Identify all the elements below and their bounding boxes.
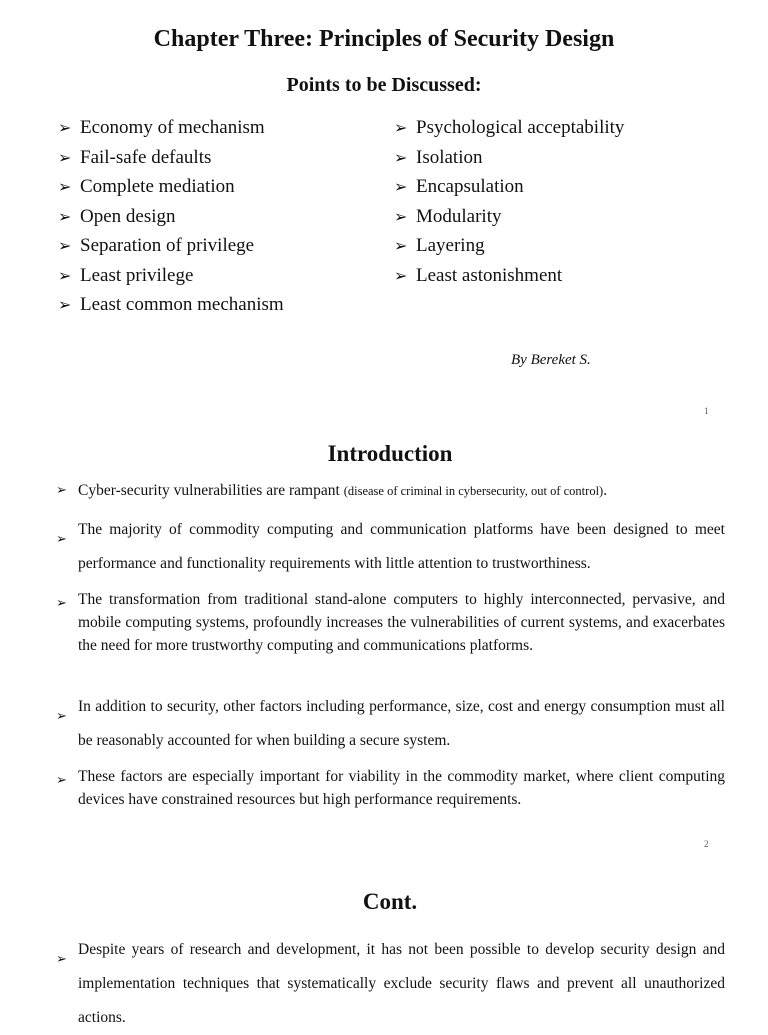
list-item: ➢ Cyber-security vulnerabilities are rampant (disease of criminal in cybersecurity, out of control). bbox=[56, 479, 725, 503]
points-list-left bbox=[58, 113, 284, 320]
arrowhead-bullet-icon: ➢ bbox=[56, 709, 67, 724]
arrowhead-bullet-icon: ➢ bbox=[56, 952, 67, 967]
arrowhead-bullet-icon: ➢ bbox=[56, 532, 67, 547]
arrowhead-bullet-icon: ➢ bbox=[394, 236, 408, 255]
list-item: ➢ Separation of privilege bbox=[58, 231, 284, 261]
list-item: ➢ Psychological acceptability bbox=[394, 113, 624, 143]
arrowhead-bullet-icon: ➢ bbox=[58, 295, 72, 314]
list-item: ➢ Complete mediation bbox=[58, 172, 284, 202]
arrowhead-bullet-icon: ➢ bbox=[58, 236, 72, 255]
list-item: ➢ Despite years of research and development, it has not been possible to develop security design and implementation techniques that systematically exclude security flaws and prevent all unauthorized actions. bbox=[56, 941, 725, 1026]
arrowhead-bullet-icon: ➢ bbox=[394, 147, 408, 167]
section-heading: Cont. bbox=[362, 889, 418, 914]
list-item: ➢ Isolation bbox=[394, 143, 624, 173]
list-item: ➢ Least privilege bbox=[58, 261, 284, 291]
list-item: ➢ Fail-safe defaults bbox=[58, 143, 284, 173]
arrowhead-bullet-icon: ➢ bbox=[394, 177, 408, 196]
arrowhead-bullet-icon: ➢ bbox=[58, 118, 72, 137]
list-item: ➢ These factors are especially important for viability in the commodity market, where client computing devices have constrained resources but high performance requirements. bbox=[56, 768, 725, 808]
list-item: ➢ Modularity bbox=[394, 202, 624, 232]
list-item: ➢ In addition to security, other factors including performance, size, cost and energy consumption must all be reasonably accounted for when building a secure system. bbox=[56, 698, 725, 749]
page-number: 1 bbox=[704, 406, 709, 416]
arrowhead-bullet-icon: ➢ bbox=[394, 206, 408, 226]
page-number: 2 bbox=[704, 839, 709, 849]
arrowhead-bullet-icon: ➢ bbox=[56, 773, 67, 788]
arrowhead-bullet-icon: ➢ bbox=[56, 483, 67, 498]
section-heading: Introduction bbox=[327, 441, 453, 466]
list-item: ➢ Least common mechanism bbox=[58, 290, 284, 320]
arrowhead-bullet-icon: ➢ bbox=[56, 596, 67, 611]
arrowhead-bullet-icon: ➢ bbox=[58, 206, 72, 226]
page-title: Chapter Three: Principles of Security Design bbox=[153, 26, 615, 52]
arrowhead-bullet-icon: ➢ bbox=[394, 265, 408, 285]
author-byline: By Bereket S. bbox=[511, 352, 591, 368]
list-item: ➢ Least astonishment bbox=[394, 261, 624, 291]
arrowhead-bullet-icon: ➢ bbox=[58, 147, 72, 167]
list-item: ➢ Open design bbox=[58, 202, 284, 232]
list-item: ➢ Encapsulation bbox=[394, 172, 624, 202]
arrowhead-bullet-icon: ➢ bbox=[58, 177, 72, 196]
list-item: ➢ Layering bbox=[394, 231, 624, 261]
list-item: ➢ The majority of commodity computing and communication platforms have been designed to meet performance and functionality requirements with little attention to trustworthiness. bbox=[56, 521, 725, 572]
section-subtitle: Points to be Discussed: bbox=[286, 74, 482, 96]
arrowhead-bullet-icon: ➢ bbox=[394, 118, 408, 137]
arrowhead-bullet-icon: ➢ bbox=[58, 265, 72, 285]
list-item: ➢ Economy of mechanism bbox=[58, 113, 284, 143]
points-list-right bbox=[394, 113, 624, 290]
list-item: ➢ The transformation from traditional stand-alone computers to highly interconnected, pervasive, and mobile computing systems, profoundly increases the vulnerabilities of current systems, and exacerbates the need for more trustworthy computing and communications platforms. bbox=[56, 591, 725, 654]
